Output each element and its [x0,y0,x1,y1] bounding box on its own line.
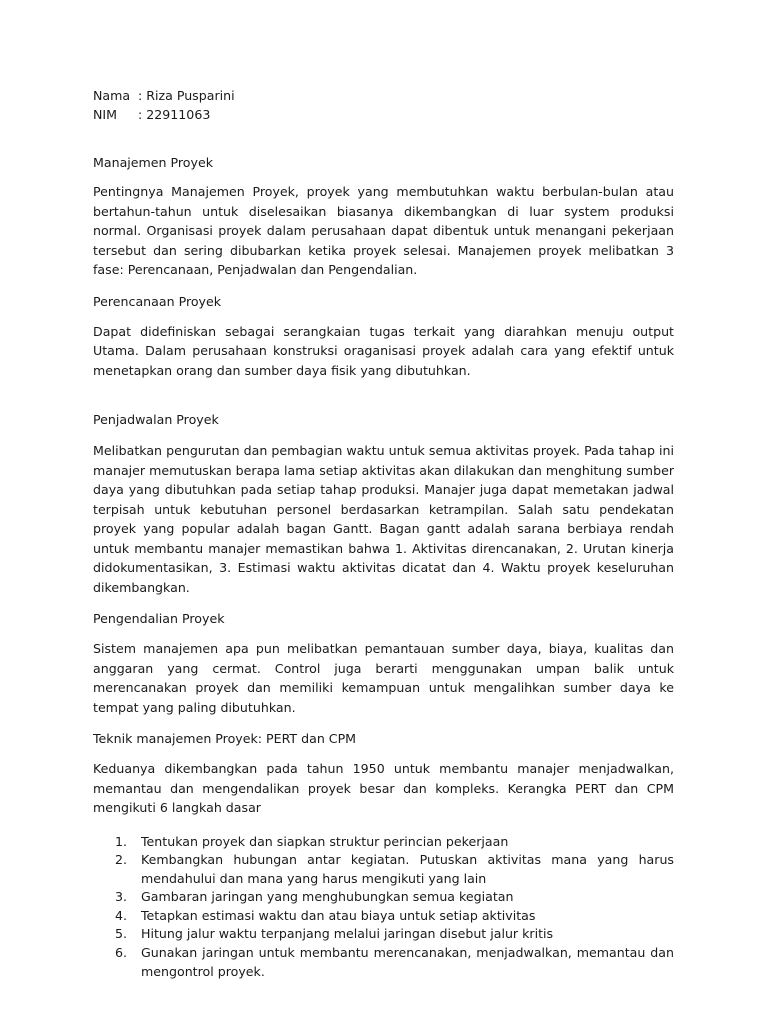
list-item-number: 2. [115,852,128,868]
nim-value: : 22911063 [138,107,211,122]
list-item-number: 4. [115,907,128,923]
heading-teknik-manajemen: Teknik manajemen Proyek: PERT dan CPM [93,731,357,746]
list-item [93,888,674,907]
name-value: : Riza Pusparini [138,88,235,103]
heading-pengendalian-proyek: Pengendalian Proyek [93,611,225,626]
list-item-text: Gambaran jaringan yang menghubungkan semua kegiatan [141,889,514,905]
nim-row [93,105,674,124]
name-row [93,86,674,105]
paragraph-teknik-manajemen: Keduanya dikembangkan pada tahun 1950 untuk membantu manajer menjadwalkan, memantau dan mengendalikan proyek besar dan kompleks. Kerangka PERT dan CPM mengikuti 6 langkah dasar [93,761,674,815]
paragraph-perencanaan-proyek: Dapat didefiniskan sebagai serangkaian tugas terkait yang diarahkan menuju output Utama. Dalam perusahaan konstruksi oraganisasi proyek adalah cara yang efektif untuk menetapkan orang dan sumber daya fisik yang dibutuhkan. [93,323,674,378]
steps-list [93,833,674,982]
list-item [93,944,674,981]
list-item-text: Tentukan proyek dan siapkan struktur perincian pekerjaan [141,833,509,849]
list-item-text: Gunakan jaringan untuk membantu merencanakan, menjadwalkan, memantau dan mengontrol proyek. [141,945,674,979]
paragraph-penjadwalan-proyek: Melibatkan pengurutan dan pembagian waktu untuk semua aktivitas proyek. Pada tahap ini manajer memutuskan berapa lama setiap aktivitas akan dilakukan dan menghitung sumber daya yang dibutuhkan pada setiap tahap produksi. Manajer juga dapat memetakan jadwal terpisah untuk kebutuhan personel berdasarkan ketrampilan. Salah satu pendekatan proyek yang popular adalah bagan Gantt. Bagan gantt adalah sarana berbiaya rendah untuk membantu manajer memastikan bahwa 1. Aktivitas direncanakan, 2. Urutan kinerja didokumentasikan, 3. Estimasi waktu aktivitas dicatat dan 4. Waktu proyek keseluruhan dikembangkan. [93,443,674,595]
list-item [93,907,674,926]
list-item-number: 3. [115,889,128,905]
name-label: Nama [93,88,131,103]
list-item-text: Tetapkan estimasi waktu dan atau biaya untuk setiap aktivitas [141,907,536,923]
paragraph-manajemen-proyek: Pentingnya Manajemen Proyek, proyek yang membutuhkan waktu berbulan-bulan atau bertahun-tahun untuk diselesaikan biasanya dikembangkan di luar system produksi normal. Organisasi proyek dalam perusahaan dapat dibentuk untuk menangani pekerjaan tersebut dan sering dibubarkan ketika proyek selesai. Manajemen proyek melibatkan 3 fase: Perencanaan, Penjadwalan dan Pengendalian. [93,184,674,277]
list-item-number: 6. [115,945,128,961]
document-page [93,86,674,981]
heading-penjadwalan-proyek: Penjadwalan Proyek [93,412,219,427]
list-item-text: Kembangkan hubungan antar kegiatan. Putuskan aktivitas mana yang harus mendahului dan mana yang harus mengikuti yang lain [141,852,674,886]
list-item-number: 5. [115,926,128,942]
list-item-number: 1. [115,833,128,849]
paragraph-pengendalian-proyek: Sistem manajemen apa pun melibatkan pemantauan sumber daya, biaya, kualitas dan anggaran yang cermat. Control juga berarti menggunakan umpan balik untuk merencanakan proyek dan memiliki kemampuan untuk mengalihkan sumber daya ke tempat yang paling dibutuhkan. [93,641,674,715]
list-item-text: Hitung jalur waktu terpanjang melalui jaringan disebut jalur kritis [141,926,554,942]
list-item [93,851,674,888]
nim-label: NIM [93,107,118,122]
heading-perencanaan-proyek: Perencanaan Proyek [93,293,222,309]
heading-manajemen-proyek: Manajemen Proyek [93,155,214,170]
list-item [93,833,674,852]
list-item [93,925,674,944]
